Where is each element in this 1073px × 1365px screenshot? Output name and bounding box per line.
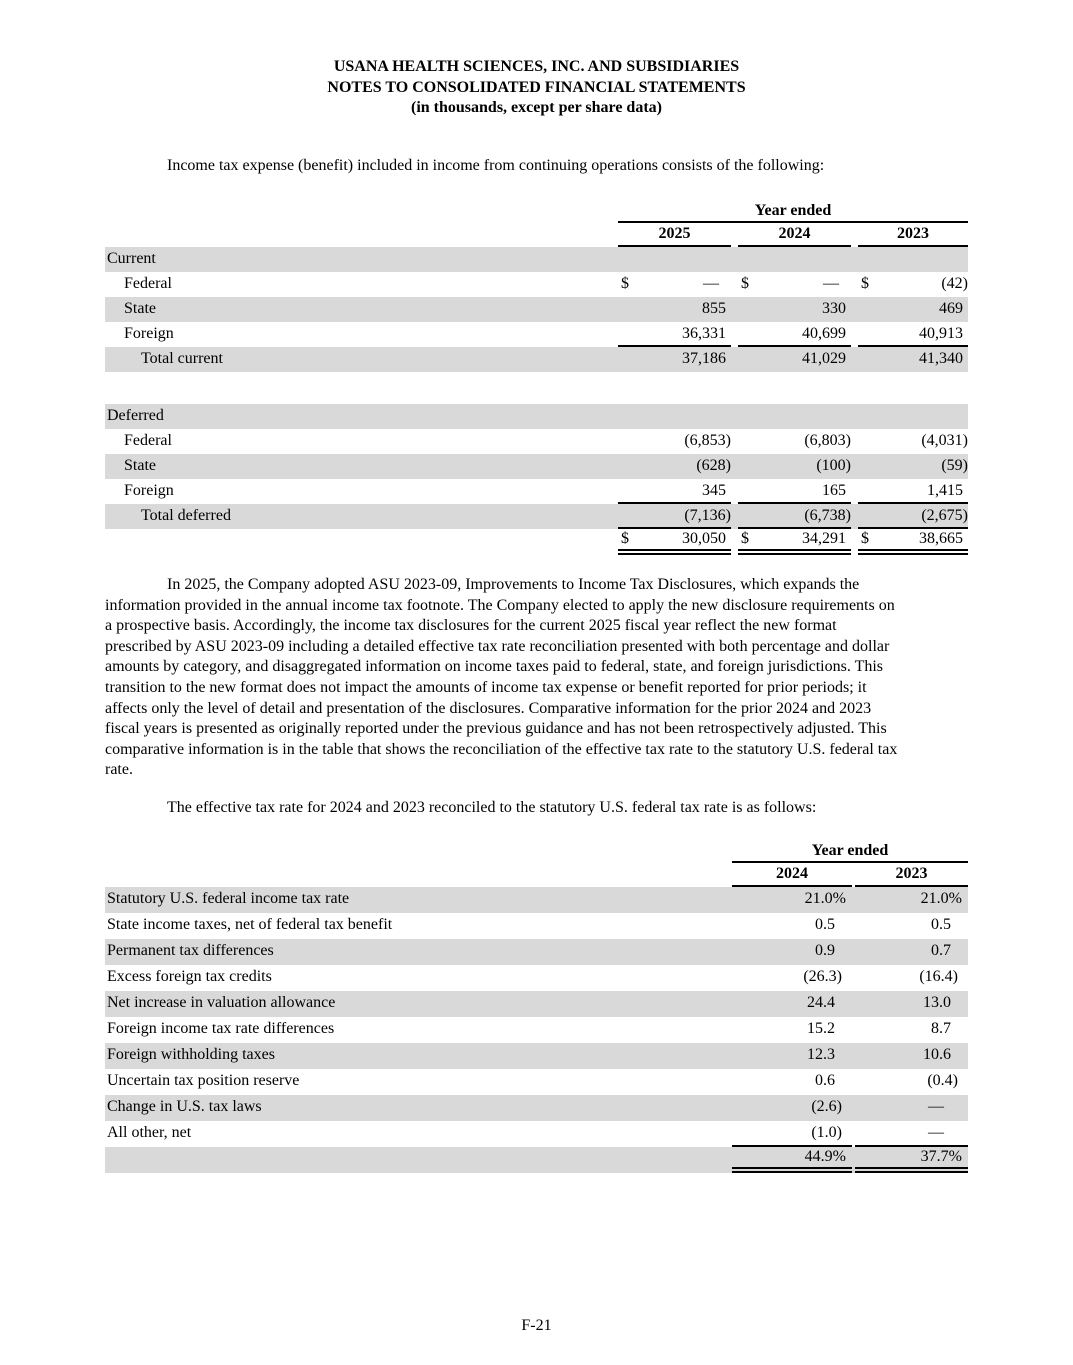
- table-row: [105, 347, 968, 372]
- header-spacer: [105, 863, 732, 887]
- amount: 41,029: [802, 350, 846, 367]
- column-headers-row: [105, 863, 968, 887]
- amount: (6,803): [804, 432, 851, 449]
- table-row: [105, 247, 968, 272]
- amount: 40,699: [802, 325, 846, 342]
- table-row: [105, 1095, 968, 1121]
- row-label: Foreign: [124, 325, 174, 342]
- value-cell: [732, 991, 852, 1017]
- dollar-sign: $: [741, 530, 749, 547]
- value-cell: [855, 1121, 968, 1147]
- amount: 30,050: [682, 530, 726, 547]
- value-cell: [855, 991, 968, 1017]
- value-cell: [738, 529, 851, 555]
- amount: 21.0%: [920, 890, 962, 908]
- value-cell: [618, 347, 731, 372]
- amount: 0.7: [931, 942, 951, 960]
- value-cell: [858, 297, 968, 322]
- amount: (2.6): [811, 1098, 842, 1116]
- row-label: Statutory U.S. federal income tax rate: [107, 890, 350, 908]
- amount: —: [703, 275, 719, 292]
- value-cell: [858, 479, 968, 504]
- table-row: [105, 504, 968, 529]
- amount: 34,291: [802, 530, 846, 547]
- table-row: [105, 939, 968, 965]
- paragraph-line: rate.: [105, 761, 133, 779]
- amount: (1.0): [811, 1124, 842, 1142]
- row-label: [105, 529, 618, 555]
- amount: 345: [702, 482, 726, 499]
- year-ended-label: Year ended: [732, 841, 968, 863]
- value-cell: [858, 529, 968, 555]
- value-cell: [732, 1043, 852, 1069]
- value-cell: [855, 1017, 968, 1043]
- amount: 13.0: [923, 994, 951, 1012]
- amount: (6,738): [804, 507, 851, 524]
- row-label: Uncertain tax position reserve: [107, 1072, 300, 1090]
- row-label: Net increase in valuation allowance: [107, 994, 336, 1012]
- company-name: USANA HEALTH SCIENCES, INC. AND SUBSIDIARIES: [333, 58, 740, 75]
- row-label: Excess foreign tax credits: [107, 968, 272, 986]
- amount: 10.6: [923, 1046, 951, 1064]
- amount: 0.6: [815, 1072, 835, 1090]
- row-label: Federal: [124, 275, 172, 292]
- amount: 0.5: [815, 916, 835, 934]
- value-cell: [732, 965, 852, 991]
- value-cell: [855, 939, 968, 965]
- effective-tax-rate-intro: The effective tax rate for 2024 and 2023 reconciled to the statutory U.S. federal tax rate is as follows:: [167, 798, 817, 816]
- table-row: [105, 913, 968, 939]
- row-label: Foreign: [124, 482, 174, 499]
- amount: (100): [816, 457, 851, 474]
- paragraph-line: a prospective basis. Accordingly, the income tax disclosures for the current 2025 fiscal year reflect the new format: [105, 617, 837, 635]
- value-cell: [732, 1147, 852, 1173]
- table-row: [105, 991, 968, 1017]
- table-row: [105, 529, 968, 555]
- value-cell: [858, 322, 968, 347]
- paragraph-line: fiscal years is presented as originally reported under the previous guidance and has not been retrospectively adjusted. This: [105, 720, 887, 738]
- table-row: [105, 429, 968, 454]
- year-ended-header-row: [105, 841, 968, 863]
- table-row: [105, 272, 968, 297]
- value-cell: [732, 1095, 852, 1121]
- year-ended-header-row: [105, 201, 968, 223]
- amount: 41,340: [919, 350, 963, 367]
- column-header-2024: 2024: [732, 863, 852, 887]
- amount: 24.4: [807, 994, 835, 1012]
- amount: 37,186: [682, 350, 726, 367]
- effective-tax-rate-table: [105, 841, 968, 1173]
- table-row: [105, 1147, 968, 1173]
- row-label: All other, net: [107, 1124, 192, 1142]
- paragraph-line: prescribed by ASU 2023-09 including a detailed effective tax rate reconciliation presented with both percentage and dollar: [105, 637, 890, 655]
- value-cell: [732, 939, 852, 965]
- value-cell: [738, 322, 851, 347]
- income-tax-expense-table: [105, 201, 968, 555]
- year-ended-label: Year ended: [618, 201, 968, 223]
- table-row: [105, 322, 968, 347]
- row-label: [105, 1147, 732, 1173]
- table-row: [105, 404, 968, 429]
- units-note: (in thousands, except per share data): [411, 99, 662, 116]
- value-cell: [855, 913, 968, 939]
- value-cell: [618, 272, 731, 297]
- table-row: [105, 965, 968, 991]
- value-cell: [618, 404, 731, 429]
- table-row: [105, 454, 968, 479]
- value-cell: [855, 887, 968, 913]
- value-cell: [738, 272, 851, 297]
- value-cell: [858, 404, 968, 429]
- amount: 38,665: [919, 530, 963, 547]
- amount: 1,415: [927, 482, 963, 499]
- row-label: Change in U.S. tax laws: [107, 1098, 262, 1116]
- value-cell: [858, 454, 968, 479]
- paragraph-line: affects only the level of detail and presentation of the disclosures. Comparative information for the prior 2024 and 2023: [105, 699, 872, 717]
- value-cell: [732, 1121, 852, 1147]
- value-cell: [855, 965, 968, 991]
- value-cell: [618, 247, 731, 272]
- amount: 36,331: [682, 325, 726, 342]
- value-cell: [738, 454, 851, 479]
- value-cell: [732, 887, 852, 913]
- value-cell: [855, 1095, 968, 1121]
- row-label: Foreign withholding taxes: [107, 1046, 275, 1064]
- value-cell: [618, 529, 731, 555]
- value-cell: [858, 247, 968, 272]
- row-label: Total deferred: [141, 507, 231, 524]
- amount: 8.7: [931, 1020, 951, 1038]
- value-cell: [618, 322, 731, 347]
- value-cell: [618, 297, 731, 322]
- intro-text: Income tax expense (benefit) included in income from continuing operations consists of the following:: [167, 156, 825, 174]
- document-header: [105, 57, 968, 119]
- amount: (628): [696, 457, 731, 474]
- row-label: Foreign income tax rate differences: [107, 1020, 335, 1038]
- value-cell: [858, 429, 968, 454]
- amount: (16.4): [919, 968, 958, 986]
- row-label: Current: [107, 250, 156, 267]
- row-label: Permanent tax differences: [107, 942, 274, 960]
- value-cell: [858, 272, 968, 297]
- value-cell: [738, 247, 851, 272]
- row-label: Deferred: [107, 407, 164, 424]
- amount: 21.0%: [804, 890, 846, 908]
- value-cell: [618, 454, 731, 479]
- paragraph-line: amounts by category, and disaggregated information on income taxes paid to federal, state, and foreign jurisdictions. This: [105, 658, 884, 676]
- row-label: State: [124, 300, 156, 317]
- value-cell: [855, 1147, 968, 1173]
- value-cell: [738, 347, 851, 372]
- value-cell: [618, 504, 731, 529]
- table-row: [105, 1043, 968, 1069]
- value-cell: [618, 479, 731, 504]
- dollar-sign: $: [861, 275, 869, 292]
- column-header-2024: 2024: [738, 223, 851, 247]
- amount: (26.3): [803, 968, 842, 986]
- value-cell: [732, 1017, 852, 1043]
- paragraph-line: transition to the new format does not impact the amounts of income tax expense or benefit reported for prior periods; it: [105, 678, 867, 696]
- header-spacer: [105, 223, 618, 247]
- value-cell: [855, 1069, 968, 1095]
- table-row: [105, 887, 968, 913]
- amount: —: [823, 275, 839, 292]
- amount: 44.9%: [804, 1148, 846, 1166]
- value-cell: [738, 429, 851, 454]
- value-cell: [738, 297, 851, 322]
- paragraph-line: comparative information is in the table that shows the reconciliation of the effective tax rate to the statutory U.S. federal tax: [105, 740, 898, 758]
- table-row: [105, 1069, 968, 1095]
- amount: 855: [702, 300, 726, 317]
- column-header-2025: 2025: [618, 223, 731, 247]
- column-headers-row: [105, 223, 968, 247]
- table-row: [105, 297, 968, 322]
- dollar-sign: $: [861, 530, 869, 547]
- value-cell: [732, 1069, 852, 1095]
- amount: (42): [941, 275, 968, 292]
- row-label: Total current: [141, 350, 223, 367]
- amount: —: [928, 1124, 944, 1142]
- document-title: NOTES TO CONSOLIDATED FINANCIAL STATEMENTS: [327, 78, 746, 96]
- paragraph-line: information provided in the annual income tax footnote. The Company elected to apply the new disclosure requirements on: [105, 596, 895, 614]
- table-spacer-row: [105, 372, 968, 404]
- amount: 0.9: [815, 942, 835, 960]
- value-cell: [855, 1043, 968, 1069]
- header-spacer: [105, 841, 732, 863]
- amount: 15.2: [807, 1020, 835, 1038]
- table-row: [105, 1017, 968, 1043]
- amount: 165: [822, 482, 846, 499]
- column-header-2023: 2023: [855, 863, 968, 887]
- amount: 40,913: [919, 325, 963, 342]
- dollar-sign: $: [621, 530, 629, 547]
- amount: 330: [822, 300, 846, 317]
- amount: (7,136): [684, 507, 731, 524]
- asu-adoption-paragraph: [105, 575, 968, 781]
- amount: 12.3: [807, 1046, 835, 1064]
- amount: (2,675): [921, 507, 968, 524]
- amount: (6,853): [684, 432, 731, 449]
- amount: 37.7%: [920, 1148, 962, 1166]
- row-label: State income taxes, net of federal tax benefit: [107, 916, 393, 934]
- value-cell: [732, 913, 852, 939]
- amount: (4,031): [921, 432, 968, 449]
- row-label: Federal: [124, 432, 172, 449]
- amount: 0.5: [931, 916, 951, 934]
- row-label: State: [124, 457, 156, 474]
- table-row: [105, 479, 968, 504]
- value-cell: [738, 504, 851, 529]
- value-cell: [738, 404, 851, 429]
- value-cell: [618, 429, 731, 454]
- amount: —: [928, 1098, 944, 1116]
- value-cell: [858, 504, 968, 529]
- header-spacer: [105, 201, 618, 223]
- dollar-sign: $: [741, 275, 749, 292]
- dollar-sign: $: [621, 275, 629, 292]
- amount: (0.4): [927, 1072, 958, 1090]
- amount: 469: [939, 300, 963, 317]
- paragraph-line: In 2025, the Company adopted ASU 2023-09, Improvements to Income Tax Disclosures, which expands the: [167, 576, 860, 593]
- value-cell: [738, 479, 851, 504]
- page-number: F-21: [521, 1317, 552, 1334]
- amount: (59): [941, 457, 968, 474]
- column-header-2023: 2023: [858, 223, 968, 247]
- value-cell: [858, 347, 968, 372]
- table-row: [105, 1121, 968, 1147]
